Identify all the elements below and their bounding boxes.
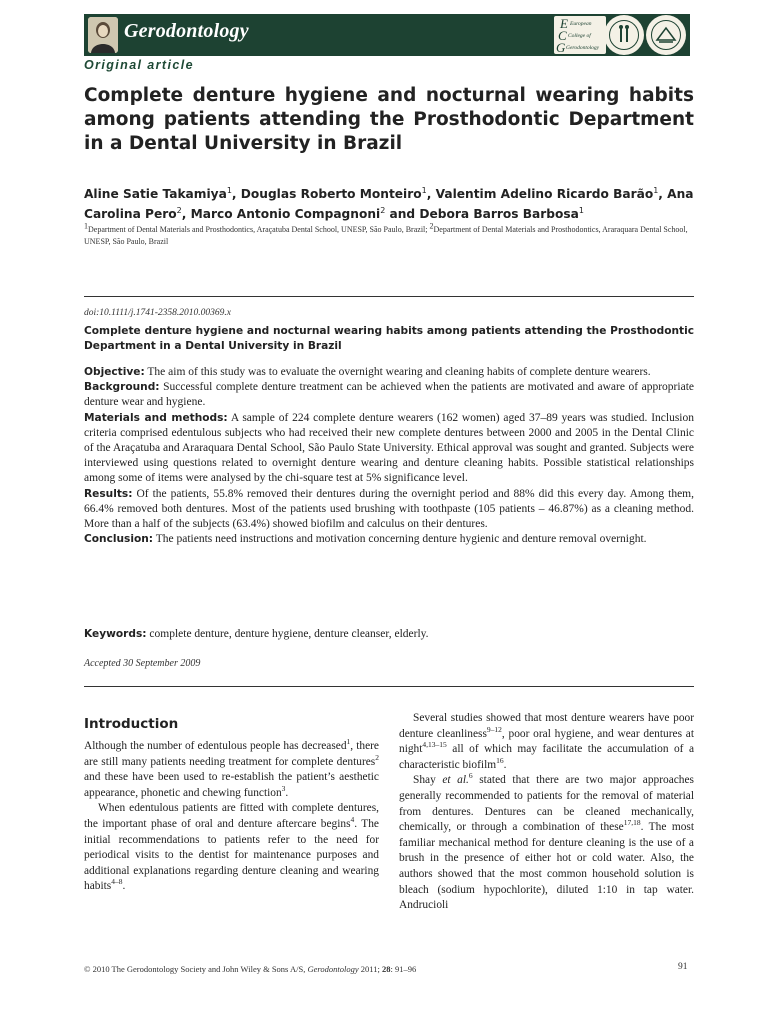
intro-left-column	[84, 739, 379, 895]
footer-journal: Gerodontology	[307, 964, 359, 974]
citation: 4–8	[111, 877, 123, 887]
introduction-heading: Introduction	[84, 716, 179, 732]
text-run: all of which may facilitate the accumulation of a characteristic biofilm	[399, 743, 694, 771]
intro-paragraph	[399, 711, 694, 773]
logo-text-3: Gerodontology	[566, 45, 600, 51]
author-affiliation-mark: 1	[421, 185, 427, 195]
divider-top	[84, 296, 694, 297]
intro-paragraph	[84, 801, 379, 895]
text-run: Although the number of edentulous people has decreased	[84, 740, 347, 752]
abstract-text: The patients need instructions and motivation concerning denture hygienic and denture removal overnight.	[153, 533, 647, 546]
svg-text:C: C	[558, 28, 567, 43]
logo-text-2: College of	[568, 33, 591, 39]
article-title: Complete denture hygiene and nocturnal wearing habits among patients attending the Prosthodontic Department in a Dental University in Brazil	[84, 85, 694, 154]
footer-copyright	[84, 964, 416, 974]
abstract-text: Successful complete denture treatment can be achieved when the patients are motivated and aware of appropriate denture wear and hygiene.	[84, 381, 694, 409]
keywords-label: Keywords:	[84, 628, 147, 640]
intro-paragraph	[84, 739, 379, 801]
abstract-section	[84, 411, 694, 487]
author-name: Douglas Roberto Monteiro	[240, 187, 422, 201]
abstract-label: Conclusion:	[84, 533, 154, 546]
abstract-title: Complete denture hygiene and nocturnal wearing habits among patients attending the Prosthodontic Department in a Dental University in Brazil	[84, 325, 694, 352]
text-run: , poor oral hygiene, and wear dentures at night	[399, 727, 694, 756]
abstract-section	[84, 365, 694, 380]
abstract-text: A sample of 224 complete denture wearers (162 women) aged 37–89 years was studied. Inclusion criteria comprised edentulous subjects who had received their new complete dentures between 2000 and 2005 in the Dental Clinic of the Araçatuba and Araraquara Dental School, São Paulo State University. Ethical approval was sought and granted. Subjects were interviewed using questions related to overnight denture wearing and denture cleaning habits. Possible statistical relationships among some of items were analysed by the chi-square test at 5% significance level.	[84, 411, 694, 485]
intro-paragraph	[399, 773, 694, 913]
author-name: Valentim Adelino Ricardo Barão	[435, 187, 654, 201]
text-run: .	[503, 758, 507, 771]
footer-pages: : 91–96	[390, 964, 417, 974]
affiliation-number: 2	[429, 221, 434, 231]
citation: 6	[468, 771, 473, 781]
egg-society-logo	[554, 16, 606, 54]
citation: 4,13–15	[422, 740, 447, 750]
author-separator: ,	[426, 187, 436, 201]
text-run: , there are still many patients needing treatment for complete dentures	[84, 740, 379, 768]
author-separator: ,	[658, 187, 668, 201]
keywords-text: complete denture, denture hygiene, denture cleanser, elderly.	[146, 628, 429, 640]
citation: 3	[281, 783, 286, 793]
text-run: When edentulous patients are fitted with complete dentures, the important phase of oral and denture aftercare begins	[84, 802, 379, 830]
citation: 17,18	[623, 818, 641, 828]
abstract-section	[84, 380, 694, 410]
journal-title: Gerodontology	[124, 20, 249, 42]
text-run: Shay	[413, 774, 443, 787]
affiliation-number: 1	[84, 221, 88, 231]
affiliation-text: Department of Dental Materials and Prosthodontics, Araraquara Dental School, UNESP, São Paulo, Brazil	[84, 225, 688, 246]
journal-banner	[84, 14, 690, 56]
intro-right-column	[399, 711, 694, 914]
text-run: Several studies showed that most denture wearers have poor denture cleanliness	[399, 712, 694, 740]
portrait-logo-icon	[88, 17, 118, 53]
author-name: Marco Antonio Compagnoni	[190, 207, 381, 221]
citation: 2	[375, 752, 379, 762]
abstract-section	[84, 487, 694, 533]
text-run: . The initial recommendations to patients refer to the need for periodical visits to the dentist for maintenance purposes and additional explanations regarding denture cleaning and wearing habits	[84, 817, 379, 893]
divider-bottom	[84, 686, 694, 687]
abstract	[84, 365, 694, 547]
academy-seal-icon	[646, 15, 686, 55]
society-seal-icon	[604, 15, 644, 55]
author-name: Aline Satie Takamiya	[84, 187, 227, 201]
text-run: and these have been used to re-establish the patient’s aesthetic appearance, phonetic and chewing function	[84, 771, 379, 799]
abstract-section	[84, 532, 694, 547]
citation: 9–12	[486, 724, 502, 734]
author-list	[84, 184, 694, 224]
author-name: Ana Carolina Pero	[84, 187, 694, 221]
page-number: 91	[678, 962, 688, 972]
text-run: .	[285, 786, 289, 799]
italic-run: et al.	[442, 774, 469, 787]
abstract-label: Materials and methods:	[84, 411, 228, 424]
author-separator: and	[385, 207, 420, 221]
abstract-label: Background:	[84, 381, 160, 394]
author-separator: ,	[181, 207, 191, 221]
author-affiliation-mark: 1	[226, 185, 232, 195]
author-affiliation-mark: 2	[176, 205, 182, 215]
abstract-text: Of the patients, 55.8% removed their dentures during the overnight period and 88% did this every day. Among them, 66.4% removed both dentures. Most of the patients used brushing with toothpaste (105 patients – 46.87%) as a cleaning method. More than a half of the subjects (63.4%) showed biofilm and calculus on their dentures.	[84, 487, 694, 531]
text-run: . The most familiar mechanical method for denture cleaning is the use of a brush in the presence of either hot or cold water. Also, the authors showed that the most common household solution is bleach (sodium hypochlorite), diluted 1:10 in tap water. Andrucioli	[399, 821, 694, 912]
logo-text-1: European	[570, 21, 592, 27]
keywords	[84, 628, 429, 640]
text-run: stated that there are two major approaches generally recommended to patients for the removal of material from dentures. Dentures can be cleaned mechanically, chemically, or through a combination of these	[399, 774, 694, 834]
author-affiliation-mark: 1	[578, 205, 584, 215]
abstract-label: Results:	[84, 487, 133, 500]
citation: 1	[346, 737, 351, 747]
citation: 16	[496, 755, 504, 765]
author-name: Debora Barros Barbosa	[419, 207, 579, 221]
author-separator: ,	[231, 187, 241, 201]
doi: doi:10.1111/j.1741-2358.2010.00369.x	[84, 308, 231, 318]
copyright-text: © 2010 The Gerodontology Society and John Wiley & Sons A/S,	[84, 964, 308, 974]
author-affiliation-mark: 1	[653, 185, 659, 195]
svg-text:E: E	[560, 16, 568, 31]
citation: 4	[350, 815, 355, 825]
affiliation-text: Department of Dental Materials and Prosthodontics, Araçatuba Dental School, UNESP, São Paulo, Brazil;	[88, 225, 430, 234]
footer-volume: 28	[381, 964, 391, 974]
section-label: Original article	[84, 58, 194, 72]
affiliations	[84, 221, 694, 248]
abstract-label: Objective:	[84, 366, 145, 378]
footer-year: 2011;	[358, 964, 382, 974]
text-run: .	[122, 880, 126, 893]
abstract-text: The aim of this study was to evaluate the overnight wearing and cleaning habits of complete denture wearers.	[144, 366, 651, 378]
accepted-date: Accepted 30 September 2009	[84, 658, 201, 669]
author-affiliation-mark: 2	[380, 205, 386, 215]
svg-text:G: G	[556, 40, 566, 54]
